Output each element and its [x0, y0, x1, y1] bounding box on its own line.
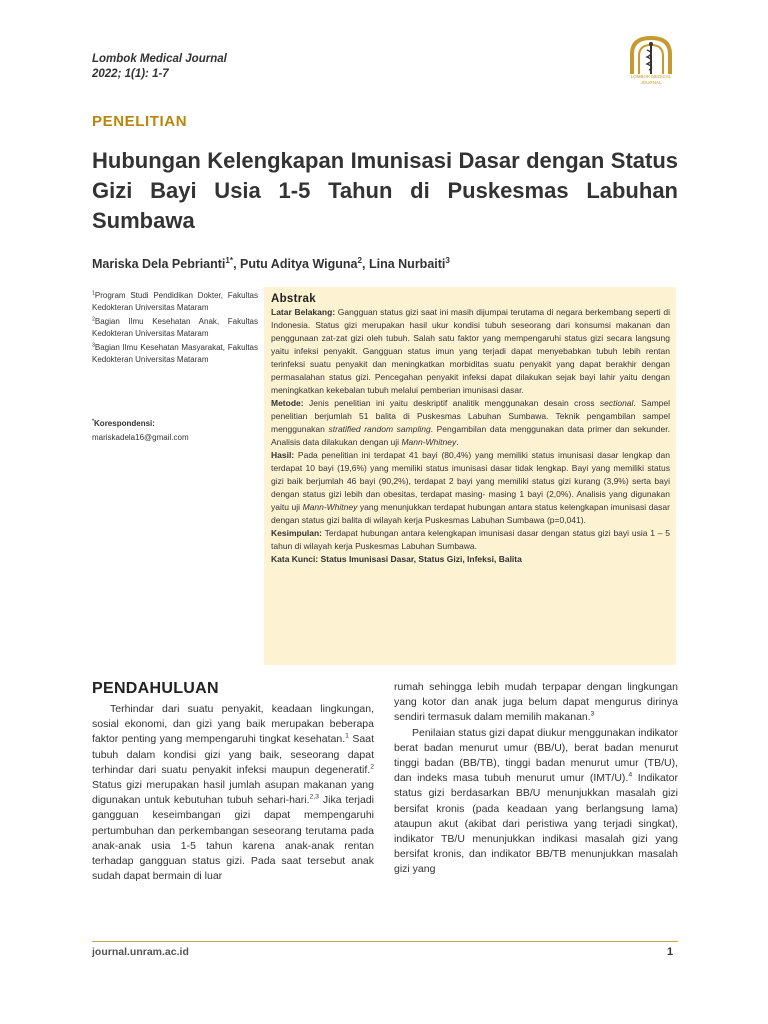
author-name: Lina Nurbaiti	[368, 257, 446, 271]
section-label: PENELITIAN	[92, 113, 188, 130]
citation-ref[interactable]: 2	[370, 763, 374, 771]
affiliation-text: Bagian Ilmu Kesehatan Anak, Fakultas Kedokteran Universitas Mataram	[92, 317, 258, 338]
section-heading: PENDAHULUAN	[92, 680, 219, 697]
author-affil-mark: 1*	[225, 255, 234, 265]
logo-arch-icon	[626, 36, 676, 76]
abstract-keywords: Kata Kunci: Status Imunisasi Dasar, Status Gizi, Infeksi, Balita	[271, 554, 522, 564]
body-paragraph: Penilaian status gizi dapat diukur menggunakan indikator berat badan menurut umur (BB/U), berat badan menurut tinggi badan (BB/TB), tinggi badan menurut umur (TB/U), dan indeks masa tubuh menurut umur (IMT/U).$^4$ Indikator status gizi berdasarkan BB/U menunjukkan masalah gizi bersifat kronis (pada keadaan yang berlangsung lama) ataupun akut (akibat dari peristiwa yang terjadi singkat), indikator TB/U menunjukkan indikasi masalah gizi yang bersifat kronis, dan indikator BB/TB menunjukkan masalah gizi yang	[394, 726, 678, 876]
body-paragraph: rumah sehingga lebih mudah terpapar dengan lingkungan yang kotor dan anak juga belum dapat mengurus dirinya sendiri termasuk dalam memilih makanan.$^3$	[394, 681, 678, 724]
author-name: Putu Aditya Wiguna	[240, 257, 358, 271]
citation-ref[interactable]: 4	[628, 771, 633, 779]
abstract-heading: Abstrak	[271, 293, 316, 305]
footer-rule	[92, 941, 678, 942]
journal-header	[92, 52, 227, 82]
journal-name: Lombok Medical Journal	[92, 53, 227, 65]
correspondence-label: *Korespondensi:	[92, 418, 155, 428]
journal-citation: 2022; 1(1): 1-7	[92, 68, 169, 80]
affiliation	[92, 342, 258, 365]
body-column-left	[92, 680, 374, 884]
page-number: 1	[667, 946, 674, 958]
affiliation-mark: 2	[92, 316, 95, 323]
article-title: Hubungan Kelengkapan Imunisasi Dasar dengan Status Gizi Bayi Usia 1-5 Tahun di Puskesmas Labuhan Sumbawa	[92, 148, 678, 233]
author-separator: ,	[362, 257, 369, 271]
abstract-method: Metode: Jenis penelitian ini yaitu deskriptif analitik menggunakan desain cross sectional. Sampel penelitian berjumlah 51 balita di Puskesmas Labuhan Sumbawa. Teknik pengambilan sampel menggunakan stratified random sampling. Pengambilan data menggunakan data primer dan sekunder. Analisis data dilakukan dengan uji Mann-Whitney.	[271, 398, 670, 447]
abstract-results: Hasil: Pada penelitian ini terdapat 41 bayi (80,4%) yang memiliki status imunisasi dasar lengkap dan terdapat 10 bayi (19,6%) yang memiliki status imunisasi dasar tidak lengkap. Bayi yang memiliki status gizi baik berjumlah 46 bayi (90,2%), terdapat 2 bayi yang memiliki status gizi kurang (3,9%) serta bayi dengan status gizi lebih dan obesitas, terdapat masing- masing 1 bayi (2,0%). Analisis yang digunakan yaitu uji Mann-Whitney yang menunjukkan terdapat hubungan antara status kelengkapan imunisasi dasar dengan status gizi balita di wilayah kerja Puskesmas Labuhan Sumbawa (p=0,041).	[271, 450, 670, 525]
logo-text: LOMBOK MEDICAL JOURNAL	[630, 74, 672, 85]
footer-url[interactable]: journal.unram.ac.id	[92, 946, 189, 958]
author-name: Mariska Dela Pebrianti	[92, 257, 226, 271]
author-affil-mark: 3	[445, 255, 450, 265]
affiliations	[92, 290, 258, 368]
body-column-right	[394, 680, 678, 878]
affiliation	[92, 290, 258, 313]
author-separator: ,	[233, 257, 241, 271]
affiliation-text: Bagian Ilmu Kesehatan Masyarakat, Fakultas Kedokteran Universitas Mataram	[92, 343, 258, 364]
affiliation-mark: 1	[92, 290, 95, 297]
citation-ref[interactable]: 2,3	[309, 793, 319, 801]
author-affil-mark: 2	[357, 255, 363, 265]
author-list	[92, 257, 450, 271]
abstract-background: Latar Belakang: Gangguan status gizi saat ini masih dijumpai terutama di negara berkembang seperti di Indonesia. Status gizi merupakan hasil ukur kondisi tubuh seseorang dari konsumsi makanan dan penggunaan zat-zat gizi oleh tubuh. Salah satu faktor yang mempengaruhi status gizi secara langsung yaitu infeksi penyakit. Gangguan status imun yang terjadi dapat menyebabkan tubuh lebih rentan terinfeksi suatu penyakit dan meningkatkan morbiditas suatu penyakit yang dapat berakhir dengan permasalahan status gizi. Pencegahan penyakit infeksi dapat dilakukan sejak bayi lahir yaitu dengan meningkatkan kekebalan tubuh melalui pemberian imunisasi dasar.	[271, 307, 670, 395]
correspondence-email[interactable]: mariskadela16@gmail.com	[92, 433, 189, 442]
correspondence	[92, 417, 258, 445]
abstract-conclusion: Kesimpulan: Terdapat hubungan antara kelengkapan imunisasi dasar dengan status gizi bayi usia 1 – 5 tahun di wilayah kerja Puskesmas Labuhan Sumbawa.	[271, 528, 670, 551]
abstract-box	[264, 287, 676, 665]
affiliation-mark: 3	[92, 342, 95, 349]
affiliation	[92, 316, 258, 339]
affiliation-text: Program Studi Pendidikan Dokter, Fakultas Kedokteran Universitas Mataram	[92, 291, 258, 312]
body-paragraph: Terhindar dari suatu penyakit, keadaan lingkungan, sosial ekonomi, dan gizi yang baik merupakan beberapa faktor penting yang mempengaruhi tingkat kesehatan.$^1$ Saat tubuh dalam kondisi gizi yang baik, seseorang dapat terhindar dari suatu penyakit infeksi maupun degeneratif.$^2$ Status gizi merupakan hasil jumlah asupan makanan yang digunakan untuk kebutuhan tubuh sehari-hari.$^{2,3}$ Jika terjadi gangguan keseimbangan gizi dapat mempengaruhi pertumbuhan dan perkembangan seseorang terutama pada anak-anak usia 1-5 tahun karena anak-anak rentan terhadap gangguan status gizi. Pada saat tersebut anak sudah dapat bermain di luar	[92, 703, 375, 883]
citation-ref[interactable]: 3	[590, 710, 595, 718]
citation-ref[interactable]: 1	[345, 732, 349, 740]
